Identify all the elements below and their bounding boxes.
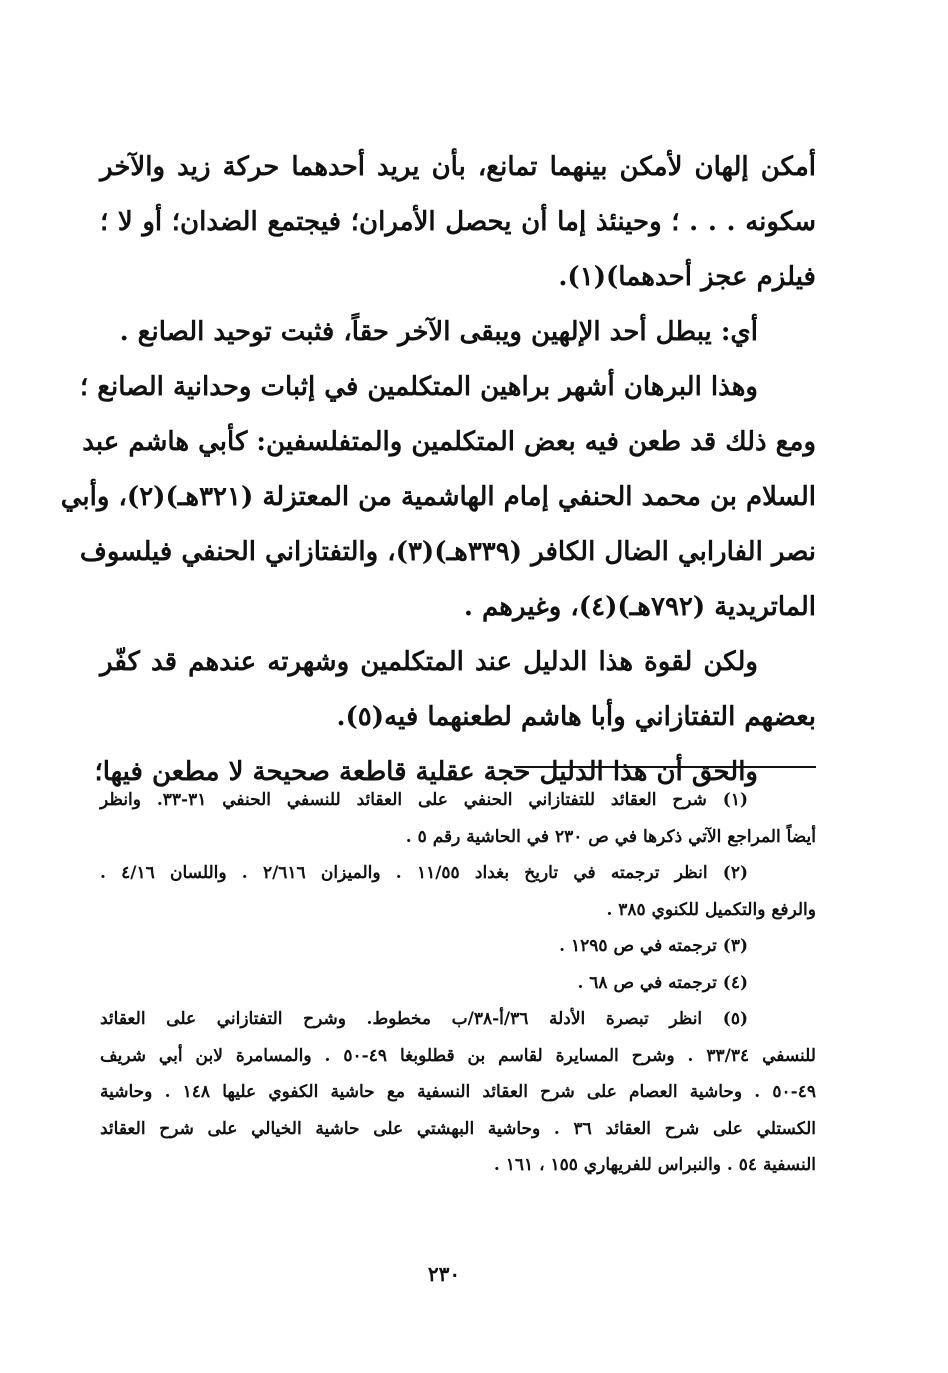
page-number: ٢٣٠	[427, 1262, 461, 1286]
body-line: فيلزم عجز أحدهما)(١).	[558, 262, 816, 292]
body-line: بعضهم التفتازاني وأبا هاشم لطعنهما فيه(٥).	[336, 702, 816, 732]
footnote-line: للنسفي ٣٣/٣٤ . وشرح المسايرة لقاسم بن قطلوبغا ٤٩-٥٠ . والمسامرة لابن أبي شريف	[100, 1045, 816, 1066]
body-line: نصر الفارابي الضال الكافر (٣٣٩هـ)(٣)، والتفتازاني الحنفي فيلسوف	[79, 537, 816, 567]
body-line: ومع ذلك قد طعن فيه بعض المتكلمين والمتفلسفين: كأبي هاشم عبد	[82, 427, 816, 457]
body-line: ولكن لقوة هذا الدليل عند المتكلمين وشهرته عندهم قد كفّر	[100, 647, 758, 677]
footnote-line: الكستلي على شرح العقائد ٣٦ . وحاشية البهشتي على حاشية الخيالي على شرح العقائد	[100, 1118, 816, 1139]
footnote-line: (٥) انظر تبصرة الأدلة ٣٦/أ-٣٨/ب مخطوط. وشرح التفتازاني على العقائد	[100, 1009, 748, 1029]
footnote-line: (٣) ترجمته في ص ١٢٩٥ .	[559, 936, 748, 956]
body-line: أمكن إلهان لأمكن بينهما تمانع، بأن يريد أحدهما حركة زيد والآخر	[100, 152, 816, 182]
main-text	[60, 140, 816, 800]
body-line: وهذا البرهان أشهر براهين المتكلمين في إثبات وحدانية الصانع ؛	[79, 372, 758, 402]
footnote-line: ٤٩-٥٠ . وحاشية العصام على شرح العقائد النسفية مع حاشية الكفوي عليها ١٤٨ . وحاشية	[100, 1082, 816, 1102]
footnote-line: (٤) ترجمته في ص ٦٨ .	[577, 972, 748, 993]
body-line: سكونه . . . ؛ وحينئذ إما أن يحصل الأمران؛ فيجتمع الضدان؛ أو لا ؛	[100, 207, 816, 237]
footnote-line: أيضاً المراجع الآتي ذكرها في ص ٢٣٠ في الحاشية رقم ٥ .	[405, 826, 816, 847]
body-line: الماتريدية (٧٩٢هـ)(٤)، وغيرهم .	[463, 592, 816, 622]
body-line: والحق أن هذا الدليل حجة عقلية قاطعة صحيحة لا مطعن فيها؛	[94, 757, 758, 787]
footnote-line: (١) شرح العقائد للتفتازاني الحنفي على العقائد للنسفي الحنفي ٣١-٣٣. وانظر	[100, 790, 748, 810]
footnotes	[100, 782, 816, 1184]
body-line: السلام بن محمد الحنفي إمام الهاشمية من المعتزلة (٣٢١هـ)(٢)، وأبي	[60, 482, 816, 512]
footnote-line: النسفية ٥٤ . والنبراس للفريهاري ١٥٥ ، ١٦١ .	[493, 1155, 816, 1175]
footnote-line: (٢) انظر ترجمته في تاريخ بغداد ١١/٥٥ . والميزان ٢/٦١٦ . واللسان ٤/١٦ .	[100, 863, 748, 883]
footnote-line: والرفع والتكميل للكنوي ٣٨٥ .	[606, 899, 816, 920]
body-line: أي: يبطل أحد الإلهين ويبقى الآخر حقاً، فثبت توحيد الصانع .	[119, 317, 758, 347]
footnote-separator	[514, 766, 816, 768]
